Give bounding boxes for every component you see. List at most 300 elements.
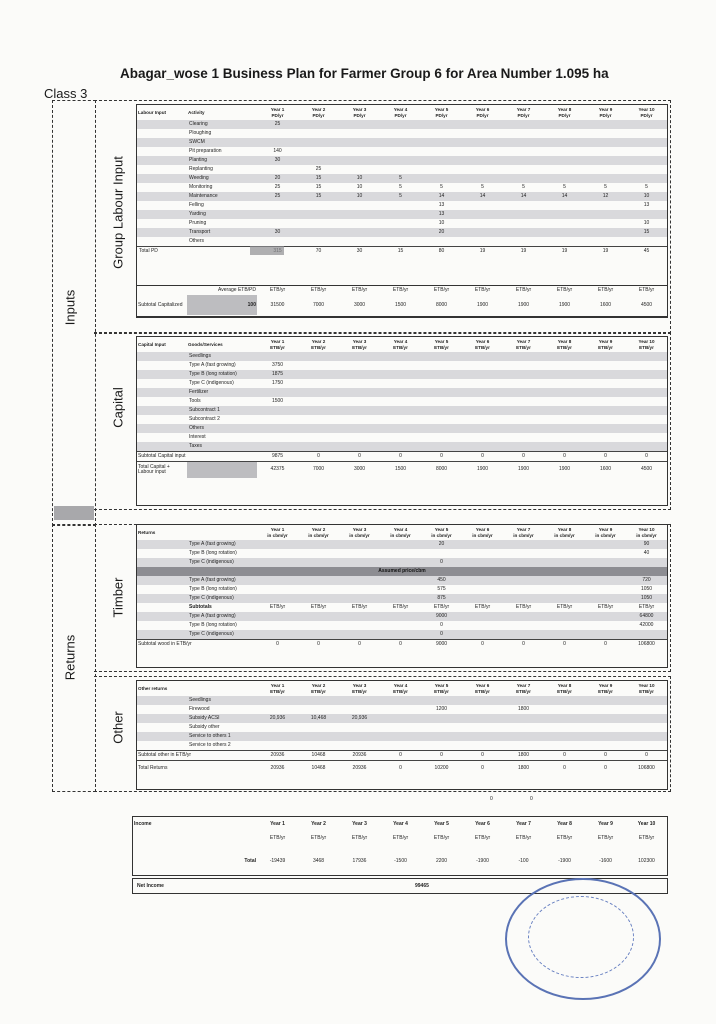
- unit-label: in cbm/yr: [308, 532, 329, 538]
- year-label: Year 6: [475, 339, 490, 345]
- other-item-value: [544, 741, 585, 751]
- other-item-value: [462, 696, 503, 705]
- activity-value: [544, 165, 585, 174]
- capital-item-value: [544, 361, 585, 370]
- labour-total-value: 19: [544, 247, 585, 257]
- capital-item-value: [544, 415, 585, 424]
- capital-item-label: Others: [187, 424, 257, 433]
- activity-value: [380, 210, 421, 219]
- row-spacer: [137, 696, 187, 705]
- year-header: [503, 105, 544, 120]
- activity-value: [298, 228, 339, 237]
- activity-value: [585, 129, 626, 138]
- capital-subtotal-value: 9875: [257, 452, 298, 462]
- row-spacer: [137, 406, 187, 415]
- capital-item-value: [380, 397, 421, 406]
- row-spacer: [137, 630, 187, 640]
- timber-price-value: [503, 576, 544, 585]
- activity-value: 14: [421, 192, 462, 201]
- other-item-value: [503, 741, 544, 751]
- other-subtotal-label: Subtotal other in ETB/yr: [137, 751, 257, 761]
- activity-value: [380, 201, 421, 210]
- labour-subtotal-value: 1500: [394, 301, 407, 308]
- timber-price-value: [585, 594, 626, 603]
- row-spacer: [137, 442, 187, 452]
- capital-item-value: [585, 424, 626, 433]
- timber-value-value: [544, 612, 585, 621]
- row-spacer: [137, 433, 187, 442]
- unit-label: in cbm/yr: [472, 532, 493, 538]
- year-label: Year 6: [475, 527, 490, 533]
- activity-value: [421, 237, 462, 247]
- year-label: Year 4: [393, 339, 408, 345]
- year-label: Year 5: [434, 107, 449, 113]
- activity-value: [421, 147, 462, 156]
- activity-value: 10: [643, 220, 650, 226]
- year-header: [585, 337, 626, 352]
- capital-item-value: [626, 379, 667, 388]
- row-spacer: [137, 138, 187, 147]
- timber-price-value: 1050: [640, 586, 653, 592]
- table-row: [137, 192, 667, 201]
- capital-item-value: [626, 397, 667, 406]
- activity-value: [298, 237, 339, 247]
- unit-label: PD/yr: [435, 112, 448, 118]
- year-header: [544, 105, 585, 120]
- year-header: [298, 105, 339, 120]
- other-subtotal-value: 0: [380, 751, 421, 761]
- other-item-label: Subsidy ACSI: [187, 714, 257, 723]
- income-unit: ETB/yr: [392, 834, 409, 841]
- capital-label: Capital: [110, 387, 126, 428]
- labour-subtotal-value: 1900: [517, 301, 530, 308]
- labour-subtotal-box: [136, 285, 668, 317]
- activity-value: [462, 147, 503, 156]
- timber-price-value: [257, 594, 298, 603]
- activity-value: [626, 237, 667, 247]
- capital-item-label: Interest: [189, 434, 206, 440]
- timber-volume-value: [544, 549, 585, 558]
- timber-value-value: [503, 621, 544, 630]
- other-item-value: [544, 705, 585, 714]
- year-label: Year 7: [516, 683, 531, 689]
- capital-subtotal-value: 0: [339, 452, 380, 462]
- table-row: [137, 352, 667, 361]
- other-item-value: [585, 741, 626, 751]
- activity-value: 140: [273, 148, 282, 154]
- table-row: [137, 415, 667, 424]
- capital-item-value: [421, 406, 462, 415]
- activity-value: [544, 237, 585, 247]
- timber-value-value: 42000: [639, 622, 654, 628]
- unit-label: ETB/yr: [393, 344, 408, 350]
- year-label: Year 10: [638, 107, 655, 113]
- row-spacer: [137, 741, 187, 751]
- capital-total-value: 3000: [339, 462, 380, 478]
- income-table-box: [132, 816, 668, 876]
- net-income-value: 99465: [415, 883, 429, 889]
- other-item-label: Seedlings: [187, 696, 257, 705]
- other-item-value: [626, 696, 667, 705]
- other-item-value: [339, 723, 380, 732]
- capital-item-value: [626, 424, 667, 433]
- activity-value: [421, 165, 462, 174]
- year-header: [339, 525, 380, 540]
- capital-item-value: [503, 361, 544, 370]
- activity-label: Clearing: [187, 120, 257, 129]
- timber-value-value: [462, 630, 503, 640]
- other-item-value: [585, 723, 626, 732]
- assumed-price-header: Assumed price/cbm: [137, 567, 667, 576]
- capital-item-value: [462, 379, 503, 388]
- table-row: [137, 621, 667, 630]
- row-spacer: [137, 388, 187, 397]
- capital-item-value: [462, 352, 503, 361]
- capital-item-label: Type B (long rotation): [187, 370, 257, 379]
- year-label: Year 7: [516, 527, 531, 533]
- year-header: [544, 681, 585, 696]
- capital-table: [137, 337, 667, 478]
- timber-value-value: 0: [440, 622, 443, 628]
- activity-value: [339, 129, 380, 138]
- timber-value-value: [257, 630, 298, 640]
- unit-label: PD/yr: [599, 112, 612, 118]
- unit-label: ETB/yr: [598, 344, 613, 350]
- income-year: Year 5: [434, 820, 449, 827]
- other-item-label: Service to others 1: [187, 732, 257, 741]
- labour-total-label: Total PD: [137, 247, 257, 257]
- capital-item-value: [626, 442, 667, 452]
- activity-value: [544, 147, 585, 156]
- activity-value: [339, 120, 380, 129]
- labour-total-value: 30: [339, 247, 380, 257]
- timber-price-value: [462, 594, 503, 603]
- capital-item-value: [421, 361, 462, 370]
- labour-subtotal-value: 1900: [476, 301, 489, 308]
- timber-price-value: [585, 585, 626, 594]
- activity-value: [544, 219, 585, 228]
- timber-subtotal-value: 0: [544, 640, 585, 650]
- capital-item-value: [585, 361, 626, 370]
- timber-price-value: [503, 585, 544, 594]
- other-item-value: [462, 723, 503, 732]
- income-unit: ETB/yr: [556, 834, 573, 841]
- labour-subtotal-value: 3000: [353, 301, 366, 308]
- other-subtotal-value: 20936: [339, 751, 380, 761]
- year-label: Year 1: [270, 683, 285, 689]
- year-header: [380, 337, 421, 352]
- timber-subtotal-label: Subtotal wood in ETB/yr: [137, 640, 257, 650]
- other-item-value: [257, 705, 298, 714]
- unit-label: ETB/yr: [270, 688, 285, 694]
- year-header: [380, 525, 421, 540]
- capital-item-value: [626, 406, 667, 415]
- activity-value: [339, 201, 380, 210]
- activity-value: [503, 147, 544, 156]
- row-spacer: [137, 723, 187, 732]
- timber-price-value: [257, 576, 298, 585]
- avg-unit: ETB/yr: [433, 287, 450, 293]
- activity-value: [421, 138, 462, 147]
- timber-value-value: [585, 621, 626, 630]
- table-row: [137, 183, 667, 192]
- row-spacer: [137, 397, 187, 406]
- timber-value-value: [626, 630, 667, 640]
- activity-value: [339, 138, 380, 147]
- capital-item-value: [380, 379, 421, 388]
- labour-subtotal-value: 8000: [435, 301, 448, 308]
- timber-value-value: [544, 621, 585, 630]
- capital-item-value: [585, 352, 626, 361]
- capital-total-value: 1900: [544, 462, 585, 478]
- table-row: [137, 120, 667, 129]
- activity-label: Planting: [187, 156, 257, 165]
- income-year: Year 4: [393, 820, 408, 827]
- other-item-value: [298, 696, 339, 705]
- timber-price-value: [380, 585, 421, 594]
- activity-value: 20: [257, 174, 298, 183]
- other-item-value: [462, 741, 503, 751]
- other-item-label: Service to others 2: [189, 742, 231, 748]
- income-unit: ETB/yr: [351, 834, 368, 841]
- year-header: [462, 105, 503, 120]
- activity-value: [462, 156, 503, 165]
- activity-value: [257, 138, 298, 147]
- activity-value: [339, 237, 380, 247]
- timber-volume-value: [298, 540, 339, 549]
- capital-item-value: [626, 433, 667, 442]
- activity-value: 10: [356, 184, 363, 190]
- other-item-value: [585, 732, 626, 741]
- timber-volume-value: 90: [626, 540, 667, 549]
- row-spacer: [137, 714, 187, 723]
- unit-label: PD/yr: [394, 112, 407, 118]
- capital-item-value: 1875: [257, 370, 298, 379]
- row-spacer: [137, 585, 187, 594]
- activity-value: [380, 129, 421, 138]
- capital-item-value: [339, 415, 380, 424]
- table-row: [137, 732, 667, 741]
- other-item-value: [503, 732, 544, 741]
- year-header: [421, 525, 462, 540]
- unit-label: in cbm/yr: [554, 532, 575, 538]
- timber-volume-value: [503, 549, 544, 558]
- capital-item-label: Taxes: [187, 442, 257, 452]
- returns-total-value: 10200: [421, 761, 462, 777]
- activity-label: Pruning: [189, 220, 207, 226]
- row-spacer: [137, 603, 187, 612]
- timber-subtotal-value: 106800: [626, 640, 667, 650]
- avg-unit: ETB/yr: [351, 287, 368, 293]
- other-item-value: [503, 714, 544, 723]
- table-row: [137, 705, 667, 714]
- capital-item-value: [544, 388, 585, 397]
- table-row: [137, 219, 667, 228]
- avg-unit: ETB/yr: [269, 287, 286, 293]
- capital-item-value: [585, 415, 626, 424]
- activity-label: Pit preparation: [189, 148, 222, 154]
- capital-item-label: Type C (indigenous): [189, 380, 234, 386]
- income-total-label: Total: [244, 857, 256, 864]
- activity-value: [503, 156, 544, 165]
- timber-value-value: [503, 630, 544, 640]
- timber-volume-value: [585, 549, 626, 558]
- unit-label: in cbm/yr: [636, 532, 657, 538]
- activity-label: Felling: [189, 202, 204, 208]
- activity-value: [339, 210, 380, 219]
- capital-item-value: [298, 406, 339, 415]
- activity-value: 5: [481, 184, 484, 190]
- activity-value: [462, 210, 503, 219]
- year-header: [544, 525, 585, 540]
- activity-value: [585, 156, 626, 165]
- other-item-value: [298, 723, 339, 732]
- returns-total-value: 0: [380, 761, 421, 777]
- capital-item-value: [298, 433, 339, 442]
- capital-item-value: [462, 415, 503, 424]
- timber-table: [137, 525, 667, 649]
- other-item-value: [421, 732, 462, 741]
- unit-label: in cbm/yr: [595, 532, 616, 538]
- income-total-value: -1600: [599, 857, 612, 864]
- income-unit: ETB/yr: [474, 834, 491, 841]
- timber-subtotal-value: 0: [585, 640, 626, 650]
- capital-item-value: [462, 388, 503, 397]
- activity-value: [503, 138, 544, 147]
- capital-item-value: [339, 397, 380, 406]
- activity-value: [626, 174, 667, 183]
- labour-subtotal-label: Subtotal Capitalized: [138, 301, 183, 308]
- year-header: [462, 681, 503, 696]
- activity-value: [585, 165, 626, 174]
- table-row: [137, 723, 667, 732]
- timber-price-value: 450: [421, 576, 462, 585]
- timber-volume-value: [380, 540, 421, 549]
- row-spacer: [137, 183, 187, 192]
- income-total-value: 17936: [352, 857, 367, 864]
- timber-volume-label: Type A (fast growing): [187, 540, 257, 549]
- table-row: [137, 406, 667, 415]
- timber-volume-value: [503, 558, 544, 567]
- activity-value: [298, 156, 339, 165]
- income-unit: ETB/yr: [310, 834, 327, 841]
- year-header: [462, 337, 503, 352]
- activity-value: 5: [522, 184, 525, 190]
- year-label: Year 2: [311, 107, 326, 113]
- other-item-value: [626, 732, 667, 741]
- timber-value-value: [544, 630, 585, 640]
- table-row: [137, 540, 667, 549]
- capital-item-value: [257, 433, 298, 442]
- income-unit: ETB/yr: [269, 834, 286, 841]
- activity-value: [585, 219, 626, 228]
- capital-item-value: [298, 415, 339, 424]
- year-header: [257, 337, 298, 352]
- activity-col-label: Activity: [188, 109, 205, 115]
- capital-item-value: [585, 388, 626, 397]
- activity-value: [298, 129, 339, 138]
- timber-price-value: 1050: [626, 594, 667, 603]
- other-item-value: [462, 714, 503, 723]
- unit-label: in cbm/yr: [349, 532, 370, 538]
- timber-value-value: 0: [421, 630, 462, 640]
- capital-total-value: 7000: [298, 462, 339, 478]
- activity-value: [421, 156, 462, 165]
- activity-value: 12: [585, 192, 626, 201]
- labour-subtotal-value: 4500: [640, 301, 653, 308]
- unit-label: ETB/yr: [639, 344, 654, 350]
- labour-subtotal-value: 31500: [270, 301, 285, 308]
- table-row: [137, 576, 667, 585]
- year-label: Year 7: [516, 107, 531, 113]
- activity-value: [380, 156, 421, 165]
- table-row: [137, 129, 667, 138]
- table-row: [137, 612, 667, 621]
- labour-col-label: Labour Input: [138, 109, 167, 115]
- year-header: [626, 681, 667, 696]
- unit-label: in cbm/yr: [267, 532, 288, 538]
- other-item-value: [257, 732, 298, 741]
- activity-value: [626, 156, 667, 165]
- activity-value: 10: [339, 192, 380, 201]
- activity-value: 14: [544, 192, 585, 201]
- activity-value: [462, 174, 503, 183]
- row-spacer: [137, 174, 187, 183]
- activity-value: 10: [339, 174, 380, 183]
- timber-volume-value: [298, 549, 339, 558]
- activity-label: Ploughing: [189, 130, 212, 136]
- capital-item-value: [503, 352, 544, 361]
- activity-value: 30: [257, 156, 298, 165]
- unit-label: PD/yr: [312, 112, 325, 118]
- inputs-label: Inputs: [62, 289, 78, 326]
- unit-label: PD/yr: [271, 112, 284, 118]
- capital-item-value: [503, 406, 544, 415]
- other-subtotal-value: 0: [626, 751, 667, 761]
- year-label: Year 8: [557, 527, 572, 533]
- activity-value: [503, 237, 544, 247]
- timber-value-value: [339, 612, 380, 621]
- capital-total-value: 1900: [503, 462, 544, 478]
- capital-item-label: Type A (fast growing): [189, 362, 236, 368]
- year-header: [339, 105, 380, 120]
- other-item-value: [585, 705, 626, 714]
- table-row: [137, 585, 667, 594]
- other-item-value: [257, 723, 298, 732]
- capital-item-value: [339, 352, 380, 361]
- capital-item-value: [585, 406, 626, 415]
- activity-value: [585, 210, 626, 219]
- timber-volume-value: [544, 540, 585, 549]
- other-item-value: 1800: [517, 706, 530, 712]
- unit-label: ETB/yr: [516, 344, 531, 350]
- other-item-value: [298, 732, 339, 741]
- table-row: [137, 138, 667, 147]
- activity-value: 30: [257, 228, 298, 237]
- timber-volume-value: [380, 549, 421, 558]
- income-total-value: 3468: [312, 857, 325, 864]
- row-spacer: [137, 594, 187, 603]
- page-title: Abagar_wose 1 Business Plan for Farmer Group 6 for Area Number 1.095 ha: [120, 66, 609, 81]
- capital-item-value: [503, 415, 544, 424]
- table-row: [137, 397, 667, 406]
- capital-item-value: [257, 415, 298, 424]
- capital-item-value: 1750: [271, 380, 284, 386]
- other-item-label: Subsidy other: [189, 724, 220, 730]
- table-row: [137, 594, 667, 603]
- capital-item-value: [298, 424, 339, 433]
- capital-item-value: [626, 415, 667, 424]
